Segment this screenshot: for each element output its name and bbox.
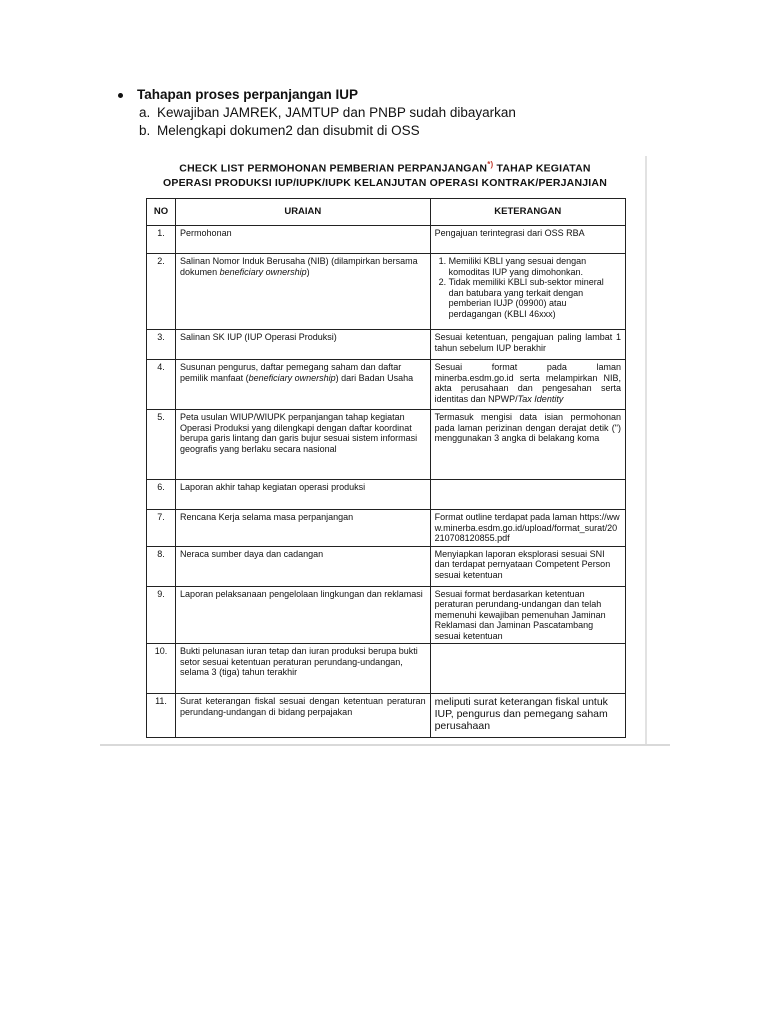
header-no: NO — [147, 199, 176, 226]
table-row: 3. Salinan SK IUP (IUP Operasi Produksi) Sesuai ketentuan, pengajuan paling lambat 1 tahun sebelum IUP berakhir — [147, 330, 626, 360]
table-header-row — [147, 199, 626, 226]
bullet-item — [118, 86, 516, 104]
table-row: 10. Bukti pelunasan iuran tetap dan iuran produksi berupa bukti setor sesuai ketentuan peraturan perundang-undangan, selama 3 (tiga) tahun terakhir — [147, 644, 626, 694]
sub-item-a: a. Kewajiban JAMREK, JAMTUP dan PNBP sudah dibayarkan — [139, 105, 516, 120]
ket-list: 1. Memiliki KBLI yang sesuai dengan komoditas IUP yang dimohonkan. 2. Tidak memiliki KBLI sub-sektor mineral dan batubara yang terkait dengan pemberian IUJP (09900) atau perdagangan (KBLI 46xxx) — [435, 256, 621, 319]
table-row: 5. Peta usulan WIUP/WIUPK perpanjangan tahap kegiatan Operasi Produksi yang dilengkapi dengan daftar koordinat berupa garis lintang dan garis bujur sesuai sistem informasi geografis yang berlaku secara nasional Termasuk mengisi data isian permohonan pada laman perizinan dengan derajat detik (") menggunakan 3 angka di belakang koma — [147, 410, 626, 480]
checklist-table — [146, 198, 626, 738]
table-row: 7. Rencana Kerja selama masa perpanjangan Format outline terdapat pada laman https://www.minerba.esdm.go.id/upload/format_surat/20210708120855.pdf — [147, 510, 626, 547]
scan-edge — [645, 156, 647, 744]
header-keterangan: KETERANGAN — [430, 199, 625, 226]
bullet-title: Tahapan proses perpanjangan IUP — [137, 87, 359, 102]
table-row: 9. Laporan pelaksanaan pengelolaan lingkungan dan reklamasi Sesuai format berdasarkan ketentuan peraturan perundang-undangan dan telah memenuhi kewajiban pemenuhan Jaminan Reklamasi dan Jaminan Pascatambang sesuai ketentuan — [147, 586, 626, 644]
header-uraian: URAIAN — [176, 199, 431, 226]
table-row: 4. Susunan pengurus, daftar pemegang saham dan daftar pemilik manfaat (beneficiary ownership) dari Badan Usaha Sesuai format pada laman minerba.esdm.go.id serta melampirkan NIB, akta perusahaan dan pengesahan serta identitas dan NPWP/Tax Identity — [147, 360, 626, 410]
bullet-dot-icon — [118, 93, 123, 98]
table-row: 8. Neraca sumber daya dan cadangan Menyiapkan laporan eksplorasi sesuai SNI dan terdapat pernyataan Competent Person sesuai ketentuan — [147, 546, 626, 586]
document-title: CHECK LIST PERMOHONAN PEMBERIAN PERPANJANGAN*) TAHAP KEGIATAN OPERASI PRODUKSI IUP/IUPK/IUPK KELANJUTAN OPERASI KONTRAK/PERJANJIAN — [163, 160, 607, 189]
table-row: 2. Salinan Nomor Induk Berusaha (NIB) (dilampirkan bersama dokumen beneficiary ownership) 1. Memiliki KBLI yang sesuai dengan komoditas IUP yang dimohonkan. 2. Tidak memiliki KBLI sub-sektor mineral dan batubara yang terkait dengan pemberian IUJP (09900) atau perdagangan (KBLI 46xxx) — [147, 254, 626, 330]
bullet-list — [118, 86, 516, 140]
sub-item-b: b. Melengkapi dokumen2 dan disubmit di OSS — [139, 123, 420, 138]
table-row: 6. Laporan akhir tahap kegiatan operasi produksi — [147, 480, 626, 510]
table-row: 1. Permohonan Pengajuan terintegrasi dari OSS RBA — [147, 226, 626, 254]
table-row: 11. Surat keterangan fiskal sesuai dengan ketentuan peraturan perundang-undangan di bidang perpajakan meliputi surat keterangan fiskal untuk IUP, pengurus dan pemegang saham perusahaan — [147, 694, 626, 738]
